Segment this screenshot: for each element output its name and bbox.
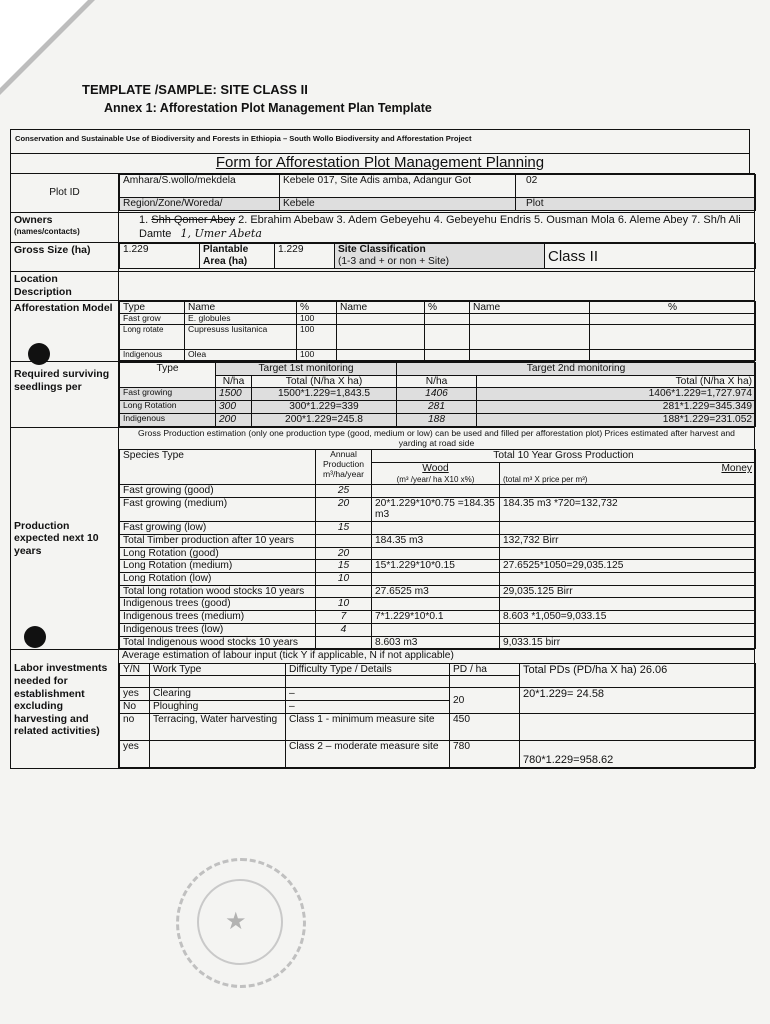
wood-value: 184.35 m3 bbox=[372, 534, 500, 547]
gross-size-value: 1.229 bbox=[120, 244, 200, 269]
model-pct: 100 bbox=[297, 325, 337, 350]
model-pct: 100 bbox=[297, 314, 337, 325]
seedling-n1: 200 bbox=[216, 413, 252, 426]
wood-value bbox=[372, 598, 500, 611]
seedling-n1: 300 bbox=[216, 401, 252, 414]
wood-subheader: (m³ /year/ ha X10 x%) bbox=[396, 474, 475, 484]
species-name: Long Rotation (good) bbox=[120, 547, 316, 560]
annual-value: 10 bbox=[316, 598, 372, 611]
model-header-name: Name bbox=[185, 301, 297, 314]
gross-size-row bbox=[11, 243, 755, 272]
money-value bbox=[500, 598, 756, 611]
money-value: 29,035.125 Birr bbox=[500, 585, 756, 598]
model-type: Long rotate bbox=[120, 325, 185, 350]
wood-value: 8.603 m3 bbox=[372, 636, 500, 649]
total-2-header: Total (N/ha X ha) bbox=[477, 375, 756, 388]
model-species: E. globules bbox=[185, 314, 297, 325]
annual-value bbox=[316, 636, 372, 649]
annual-value: 15 bbox=[316, 560, 372, 573]
model-species: Cupresuss lusitanica bbox=[185, 325, 297, 350]
owners-label: Owners bbox=[14, 214, 53, 226]
money-value: 9,033.15 birr bbox=[500, 636, 756, 649]
wood-value: 20*1.229*10*0.75 =184.35 m3 bbox=[372, 497, 500, 521]
money-value bbox=[500, 485, 756, 498]
labor-diff: – bbox=[286, 701, 450, 714]
annual-value: 15 bbox=[316, 522, 372, 535]
wood-value bbox=[372, 547, 500, 560]
star-icon: ★ bbox=[225, 908, 247, 935]
production-row bbox=[120, 560, 756, 573]
pd-header: PD / ha bbox=[450, 663, 520, 676]
production-row bbox=[120, 485, 756, 498]
annual-value: 7 bbox=[316, 611, 372, 624]
seedling-t2: 188*1.229=231.052 bbox=[477, 413, 756, 426]
folded-corner-highlight bbox=[0, 0, 88, 88]
money-subheader: (total m³ X price per m³) bbox=[503, 474, 588, 484]
money-value: 184.35 m3 *720=132,732 bbox=[500, 497, 756, 521]
production-row bbox=[120, 573, 756, 586]
labor-pd: 780 bbox=[450, 740, 520, 767]
production-row bbox=[120, 522, 756, 535]
punch-hole bbox=[24, 626, 46, 648]
project-title: Conservation and Sustainable Use of Biodiversity and Forests in Ethiopia – South Wollo Biodiversity and Afforestation Project bbox=[10, 129, 750, 153]
species-name: Indigenous trees (good) bbox=[120, 598, 316, 611]
seedling-type: Fast growing bbox=[120, 388, 216, 401]
owners-sublabel: (names/contacts) bbox=[14, 226, 80, 236]
model-pct: 100 bbox=[297, 350, 337, 361]
owners-handwritten-correction: 1, Umer Abeta bbox=[180, 227, 262, 241]
site-classification-label: Site Classification bbox=[338, 244, 426, 256]
official-stamp bbox=[176, 858, 306, 988]
wood-value: 15*1.229*10*0.15 bbox=[372, 560, 500, 573]
labor-work: Clearing bbox=[150, 688, 286, 701]
species-name: Total Timber production after 10 years bbox=[120, 534, 316, 547]
labor-row bbox=[11, 650, 755, 768]
seedling-row bbox=[120, 401, 756, 414]
wood-value bbox=[372, 623, 500, 636]
punch-hole bbox=[28, 343, 50, 365]
seedlings-label: Required surviving seedlings per bbox=[11, 362, 119, 428]
model-row bbox=[120, 350, 756, 361]
species-name: Long Rotation (medium) bbox=[120, 560, 316, 573]
site-class-value: Class II bbox=[545, 244, 756, 269]
seedlings-type-header: Type bbox=[120, 363, 216, 388]
owners-row bbox=[11, 213, 755, 243]
production-row bbox=[120, 611, 756, 624]
kebele-label: Kebele bbox=[280, 198, 516, 211]
annual-value: 25 bbox=[316, 485, 372, 498]
production-note: Gross Production estimation (only one production type (good, medium or low) can be used and filled per afforestation plot) Prices estimated after harvest and yarding at road side bbox=[138, 427, 735, 448]
seedling-t1: 300*1.229=339 bbox=[252, 401, 397, 414]
model-row bbox=[120, 314, 756, 325]
money-value bbox=[500, 623, 756, 636]
model-header-pct-3: % bbox=[590, 301, 756, 314]
money-header: Money bbox=[721, 463, 753, 475]
money-value bbox=[500, 522, 756, 535]
plot-value: 02 bbox=[516, 175, 756, 198]
labor-work: Ploughing bbox=[150, 701, 286, 714]
production-row bbox=[120, 598, 756, 611]
model-type: Fast grow bbox=[120, 314, 185, 325]
work-type-header: Work Type bbox=[150, 663, 286, 676]
seedling-t2: 1406*1.229=1,727.974 bbox=[477, 388, 756, 401]
money-value bbox=[500, 547, 756, 560]
labor-pd: 450 bbox=[450, 713, 520, 740]
labor-yn: No bbox=[120, 701, 150, 714]
model-header-name-2: Name bbox=[337, 301, 425, 314]
production-total-row bbox=[120, 636, 756, 649]
region-label: Region/Zone/Woreda/ bbox=[120, 198, 280, 211]
wood-value: 27.6525 m3 bbox=[372, 585, 500, 598]
form-title bbox=[10, 153, 750, 173]
labor-work: Terracing, Water harvesting bbox=[150, 713, 286, 740]
wood-value bbox=[372, 485, 500, 498]
labor-diff: – bbox=[286, 688, 450, 701]
target-1-header: Target 1st monitoring bbox=[216, 363, 397, 376]
plot-id-label: Plot ID bbox=[11, 174, 119, 213]
plot-label: Plot bbox=[516, 198, 756, 211]
labor-table bbox=[119, 663, 756, 768]
species-type-header: Species Type bbox=[120, 450, 316, 485]
total-production-header: Total 10 Year Gross Production bbox=[372, 450, 756, 463]
location-value bbox=[119, 272, 755, 300]
plantable-area-value: 1.229 bbox=[275, 244, 335, 269]
labor-yn: yes bbox=[120, 688, 150, 701]
labor-total bbox=[520, 713, 756, 740]
labor-note: Average estimation of labour input (tick Y if applicable, N if not applicable) bbox=[122, 650, 454, 662]
afforestation-model-row bbox=[11, 300, 755, 361]
form-title-text: Form for Afforestation Plot Management Planning bbox=[215, 154, 545, 171]
location-row bbox=[11, 272, 755, 300]
production-row bbox=[120, 623, 756, 636]
production-total-row bbox=[120, 585, 756, 598]
annual-value: 10 bbox=[316, 573, 372, 586]
kebele-value: Kebele 017, Site Adis amba, Adangur Got bbox=[280, 175, 516, 198]
seedling-row bbox=[120, 388, 756, 401]
species-name: Long Rotation (low) bbox=[120, 573, 316, 586]
model-header-pct: % bbox=[297, 301, 337, 314]
money-value: 8.603 *1,050=9,033.15 bbox=[500, 611, 756, 624]
wood-value bbox=[372, 573, 500, 586]
owners-list: 2. Ebrahim Abebaw 3. Adem Gebeyehu 4. Gebeyehu Endris 5. Ousman Mola 6. Aleme Abey 7. Sh/h Ali Damte bbox=[139, 214, 741, 241]
seedlings-table bbox=[119, 362, 756, 427]
annual-value bbox=[316, 585, 372, 598]
production-row bbox=[11, 427, 755, 650]
nha-header: N/ha bbox=[216, 375, 252, 388]
labor-diff: Class 2 – moderate measure site bbox=[286, 740, 450, 767]
seedlings-row bbox=[11, 362, 755, 428]
plantable-area-label: Plantable Area (ha) bbox=[200, 244, 275, 269]
money-value bbox=[500, 573, 756, 586]
annual-value: 4 bbox=[316, 623, 372, 636]
seedling-row bbox=[120, 413, 756, 426]
model-header-pct-2: % bbox=[425, 301, 470, 314]
seedling-t1: 200*1.229=245.8 bbox=[252, 413, 397, 426]
production-rows bbox=[120, 485, 756, 649]
seedling-n2: 1406 bbox=[397, 388, 477, 401]
template-heading: TEMPLATE /SAMPLE: SITE CLASS II bbox=[82, 82, 308, 97]
seedling-t2: 281*1.229=345.349 bbox=[477, 401, 756, 414]
species-name: Fast growing (medium) bbox=[120, 497, 316, 521]
production-row bbox=[120, 497, 756, 521]
site-classification-sub: (1-3 and + or non + Site) bbox=[338, 256, 449, 268]
model-table bbox=[119, 301, 756, 361]
wood-header: Wood bbox=[422, 463, 449, 475]
labor-work bbox=[150, 740, 286, 767]
labor-item bbox=[120, 713, 756, 740]
labor-label: Labor investments needed for establishment excluding harvesting and related activities) bbox=[11, 650, 119, 768]
labor-diff: Class 1 - minimum measure site bbox=[286, 713, 450, 740]
labor-yn: no bbox=[120, 713, 150, 740]
wood-value: 7*1.229*10*0.1 bbox=[372, 611, 500, 624]
annual-value bbox=[316, 534, 372, 547]
nha-2-header: N/ha bbox=[397, 375, 477, 388]
production-label: Production expected next 10 years bbox=[11, 427, 119, 650]
annex-heading: Annex 1: Afforestation Plot Management Plan Template bbox=[104, 101, 432, 115]
target-2-header: Target 2nd monitoring bbox=[397, 363, 756, 376]
money-value: 132,732 Birr bbox=[500, 534, 756, 547]
seedling-n2: 281 bbox=[397, 401, 477, 414]
location-label: Location Description bbox=[11, 272, 119, 300]
labor-item bbox=[120, 740, 756, 767]
owners-struck-name: Shh Qomer Abey bbox=[151, 214, 236, 226]
difficulty-header: Difficulty Type / Details bbox=[286, 663, 450, 676]
total-pds-header: Total PDs (PD/ha X ha) 26.06 bbox=[520, 663, 756, 688]
model-row bbox=[120, 325, 756, 350]
production-total-row bbox=[120, 534, 756, 547]
labor-total: 20*1.229= 24.58 bbox=[520, 688, 756, 713]
model-species: Olea bbox=[185, 350, 297, 361]
model-type: Indigenous bbox=[120, 350, 185, 361]
labor-pd: 20 bbox=[450, 688, 520, 713]
seedling-type: Indigenous bbox=[120, 413, 216, 426]
plot-plan-form bbox=[10, 173, 755, 769]
seedling-type: Long Rotation bbox=[120, 401, 216, 414]
labor-total: 780*1.229=958.62 bbox=[520, 740, 756, 767]
species-name: Indigenous trees (medium) bbox=[120, 611, 316, 624]
money-value: 27.6525*1050=29,035.125 bbox=[500, 560, 756, 573]
species-name: Total Indigenous wood stocks 10 years bbox=[120, 636, 316, 649]
annual-value: 20 bbox=[316, 497, 372, 521]
annual-production-header: Annual Production m³/ha/year bbox=[316, 450, 372, 485]
owners-number: 1. bbox=[139, 214, 149, 226]
seedling-n1: 1500 bbox=[216, 388, 252, 401]
total-header: Total (N/ha X ha) bbox=[252, 375, 397, 388]
labor-yn: yes bbox=[120, 740, 150, 767]
region-value: Amhara/S.wollo/mekdela bbox=[120, 175, 280, 198]
labor-item bbox=[120, 688, 756, 701]
species-name: Fast growing (low) bbox=[120, 522, 316, 535]
wood-value bbox=[372, 522, 500, 535]
seedling-t1: 1500*1.229=1,843.5 bbox=[252, 388, 397, 401]
species-name: Fast growing (good) bbox=[120, 485, 316, 498]
annual-value: 20 bbox=[316, 547, 372, 560]
species-name: Indigenous trees (low) bbox=[120, 623, 316, 636]
yn-header: Y/N bbox=[120, 663, 150, 676]
model-header-type: Type bbox=[120, 301, 185, 314]
production-table bbox=[119, 449, 756, 649]
model-header-name-3: Name bbox=[470, 301, 590, 314]
plot-id-row bbox=[11, 174, 755, 213]
species-name: Total long rotation wood stocks 10 years bbox=[120, 585, 316, 598]
production-row bbox=[120, 547, 756, 560]
gross-size-label: Gross Size (ha) bbox=[11, 243, 119, 272]
afforestation-model-label: Afforestation Model bbox=[11, 300, 119, 361]
plot-id-table bbox=[119, 174, 756, 211]
seedling-n2: 188 bbox=[397, 413, 477, 426]
